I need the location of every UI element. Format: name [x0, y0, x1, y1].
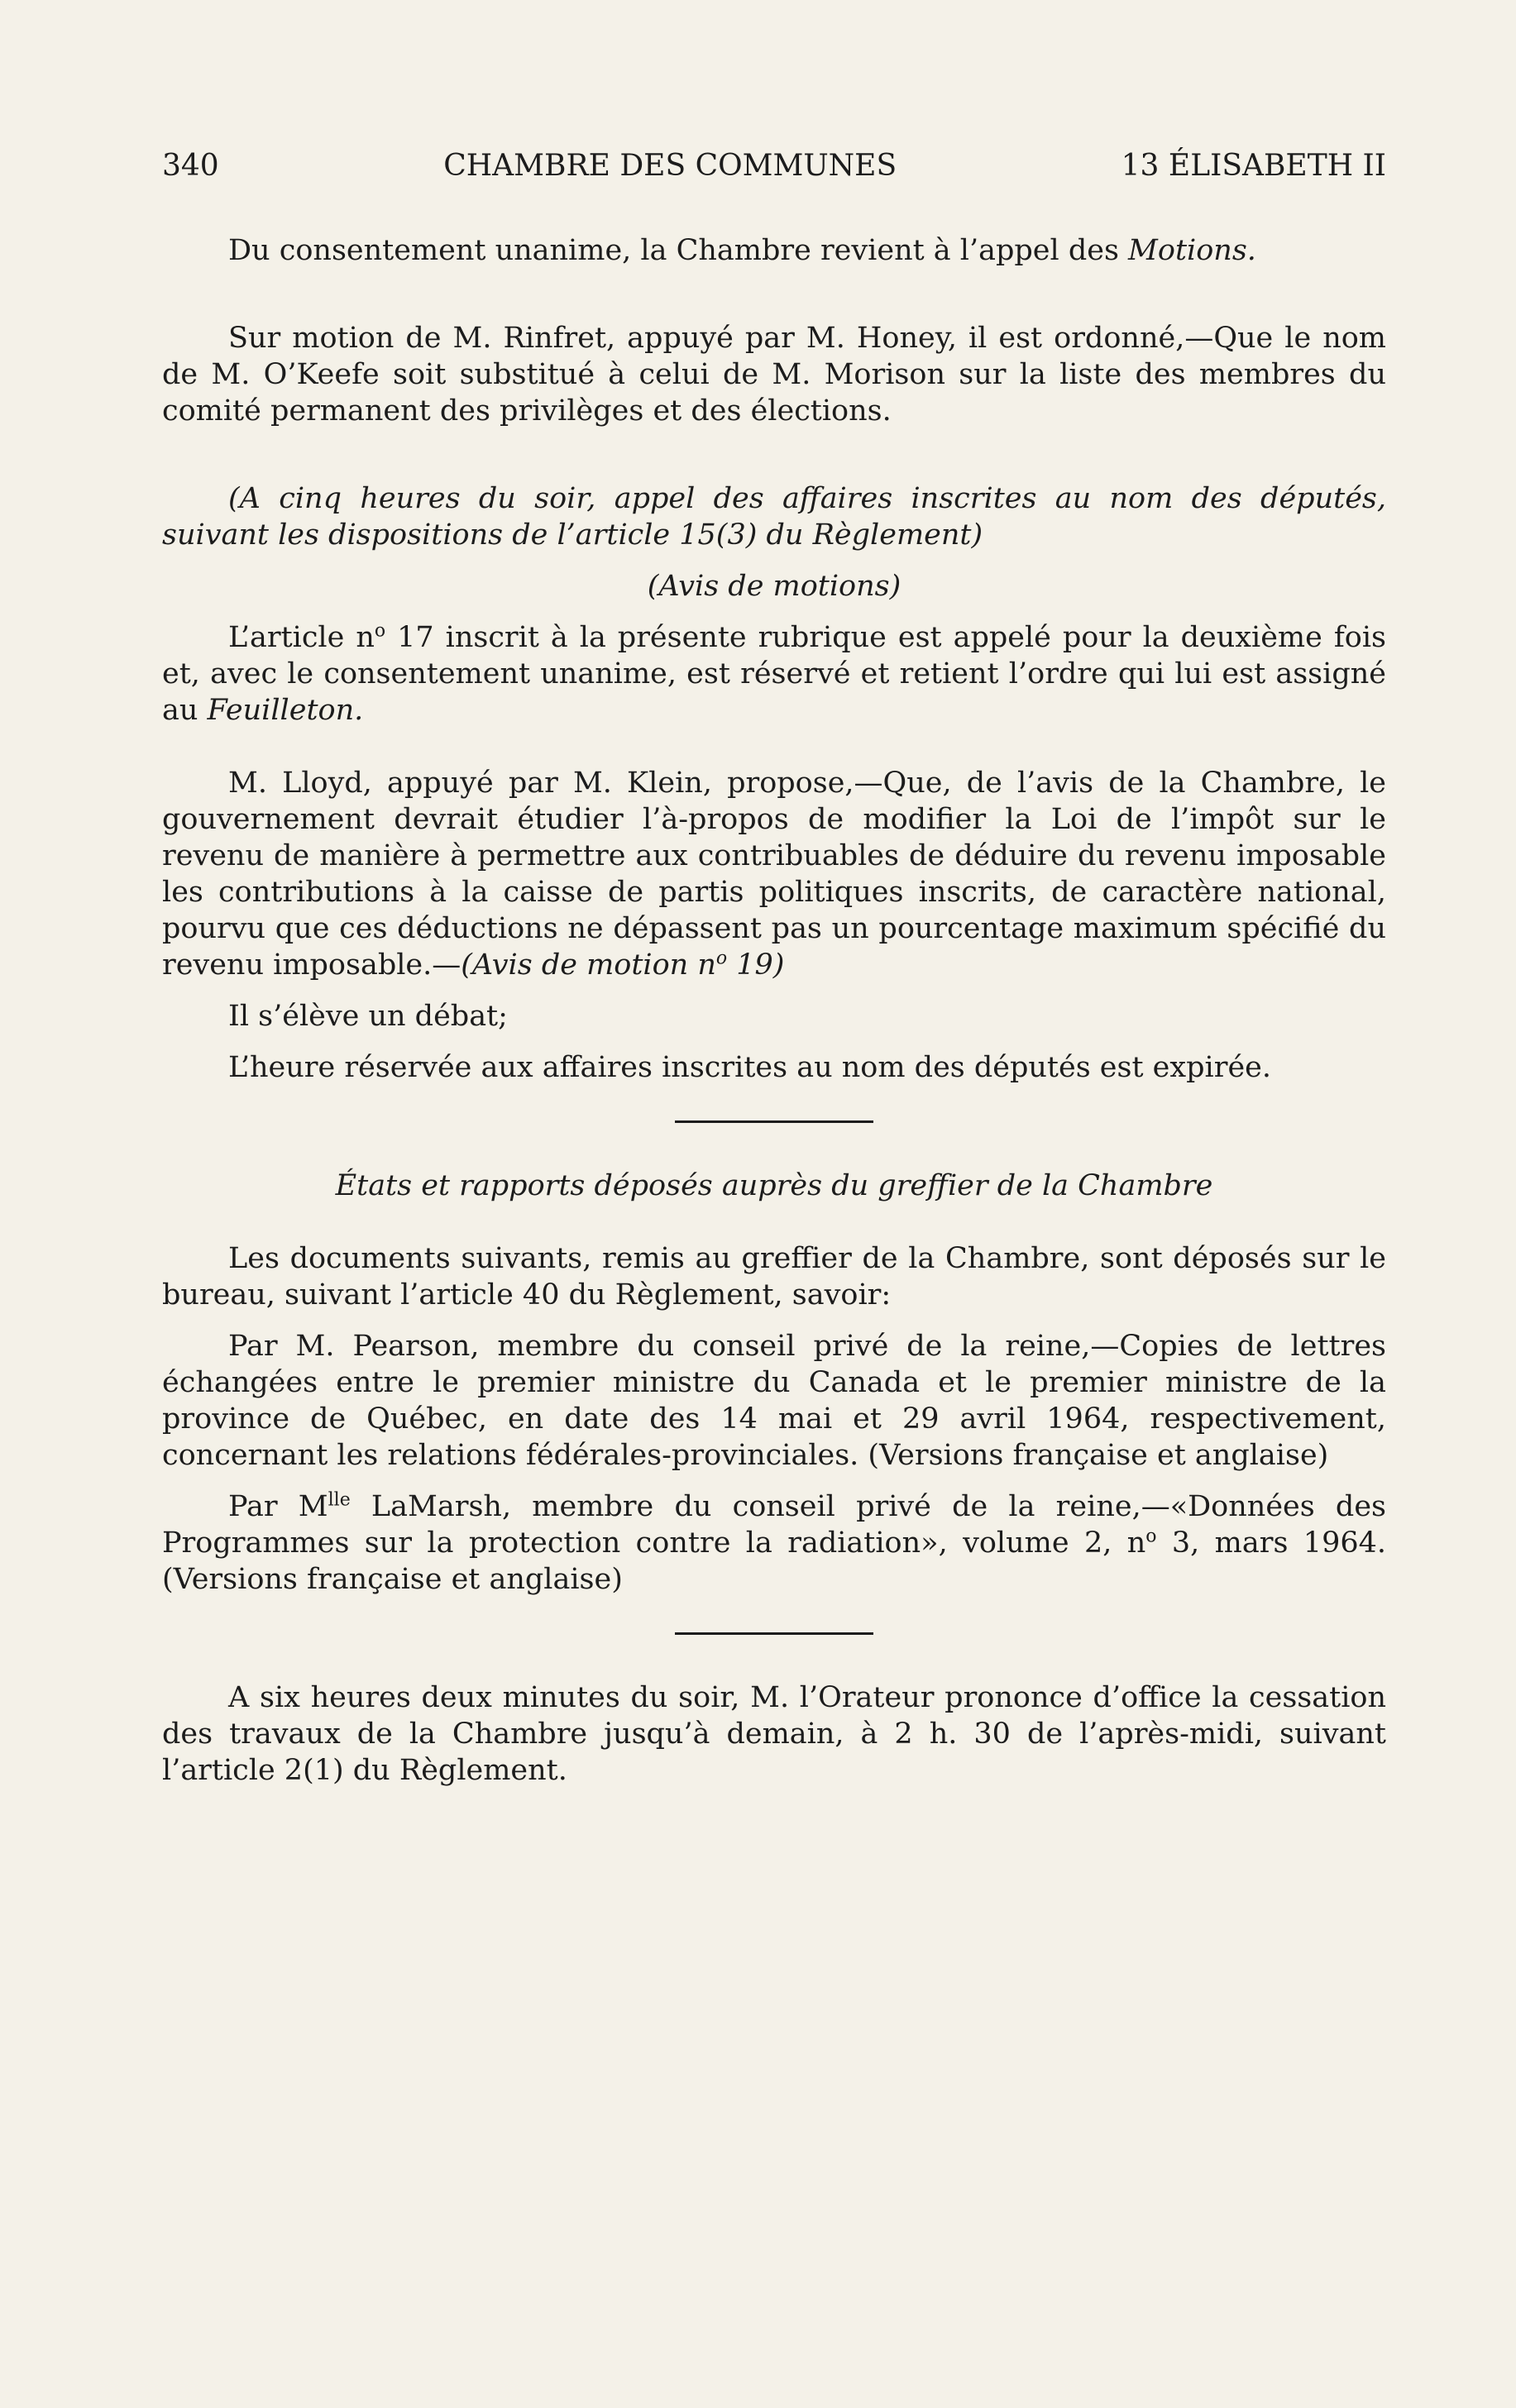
session-label: 13 ÉLISABETH II: [1121, 149, 1386, 183]
paragraph-five-oclock-notice: (A cinq heures du soir, appel des affaires inscrites au nom des députés, suivant les dispositions de l’article 15(3) du Règlement): [162, 482, 1386, 552]
paragraph-hour-expired: L’heure réservée aux affaires inscrites au nom des députés est expirée.: [228, 1051, 1271, 1084]
paragraph-adjournment: A six heures deux minutes du soir, M. l’Orateur prononce d’office la cessation des travaux de la Chambre jusqu’à demain, à 2 h. 30 de l’après-midi, suivant l’article 2(1) du Règlement.: [162, 1681, 1386, 1787]
paragraph-pearson-letters: Par M. Pearson, membre du conseil privé de la reine,—Copies de lettres échangées entre le premier ministre du Canada et le premier ministre de la province de Québec, en date des 14 mai et 29 avril 1964, respectivement, concernant les relations fédérales-provinciales. (Versions française et anglaise): [162, 1330, 1386, 1472]
paragraph-text: 17 inscrit à la présente rubrique est appelé pour la deuxième fois et, avec le consentement unanime, est réservé et retient l’ordre qui lui est assigné au: [162, 621, 1387, 727]
paragraph-text: Du consentement unanime, la Chambre revient à l’appel des: [228, 234, 1129, 267]
paragraph-text: L’article n: [228, 621, 375, 654]
paragraph-rinfret-motion: Sur motion de M. Rinfret, appuyé par M. Honey, il est ordonné,—Que le nom de M. O’Keefe soit substitué à celui de M. Morison sur la liste des membres du comité permanent des privilèges et des élections.: [162, 322, 1386, 428]
italic-text: (Avis de motion n: [461, 948, 716, 982]
heading-statements-reports: États et rapports déposés auprès du greffier de la Chambre: [335, 1169, 1213, 1202]
section-divider: [675, 1120, 873, 1123]
italic-text: Feuilleton.: [207, 694, 364, 727]
running-title: CHAMBRE DES COMMUNES: [443, 149, 897, 183]
paragraph-text: LaMarsh, membre du conseil privé de la reine,—«Données des Programmes sur la protection contre la radiation», volume 2, n: [162, 1490, 1386, 1560]
paragraph-text: Par M: [228, 1490, 328, 1523]
paragraph-documents-tabled: Les documents suivants, remis au greffier de la Chambre, sont déposés sur le bureau, suivant l’article 40 du Règlement, savoir:: [162, 1242, 1386, 1312]
paragraph-lamarsh-radiation: [162, 1488, 1386, 1598]
paragraph-unanimous-consent: [162, 232, 1386, 269]
page-number: 340: [162, 149, 219, 183]
paragraph-text: M. Lloyd, appuyé par M. Klein, propose,—Que, de l’avis de la Chambre, le gouvernement devrait étudier l’à-propos de modifier la Loi de l’impôt sur le revenu de manière à permettre aux contribuables de déduire du revenu imposable les contributions à la caisse de partis politiques inscrits, de caractère national, pourvu que ces déductions ne dépassent pas un pourcentage maximum spécifié du revenu imposable.—: [162, 767, 1386, 982]
journal-page: [162, 149, 1386, 1789]
section-divider: [675, 1632, 873, 1635]
superscript: lle: [328, 1489, 351, 1511]
superscript: o: [374, 620, 386, 642]
heading-notices-of-motions: (Avis de motions): [647, 570, 901, 603]
paragraph-lloyd-motion: [162, 765, 1386, 983]
superscript: o: [1145, 1526, 1157, 1547]
paragraph-text: 3, mars 1964. (Versions française et anglaise): [162, 1526, 1386, 1596]
italic-text: 19): [727, 948, 785, 982]
superscript: o: [715, 948, 728, 969]
page-header: [162, 149, 1386, 183]
italic-text: Motions.: [1128, 234, 1256, 267]
paragraph-article-17: [162, 619, 1386, 729]
paragraph-debate: Il s’élève un débat;: [228, 1000, 508, 1033]
